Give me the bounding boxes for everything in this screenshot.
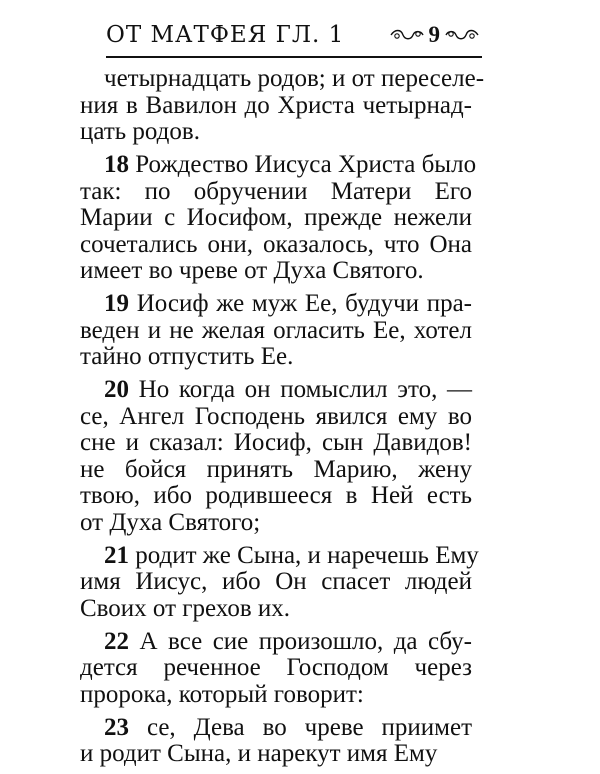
verse-paragraph	[80, 291, 472, 369]
text-line	[80, 629, 472, 654]
running-title: ОТ МАТФЕЯ ГЛ. 1	[106, 22, 345, 48]
line-text: А все сие произошло, да сбу-	[139, 627, 473, 655]
line-text: твою, ибо родившееся в Ней есть	[80, 482, 472, 509]
text-line	[80, 119, 472, 144]
line-text: тайно отпустить Ее.	[80, 343, 294, 370]
line-text: Но когда он помыслил это, —	[138, 376, 472, 403]
page-header	[106, 16, 482, 56]
text-line	[80, 258, 472, 283]
text-line	[80, 404, 472, 429]
text-line	[80, 682, 472, 707]
text-line	[80, 457, 472, 482]
line-text: Своих от грехов их.	[80, 594, 291, 622]
line-text: цать родов.	[80, 118, 200, 145]
line-text: не бойся принять Марию, жену	[80, 455, 472, 483]
scripture-text	[80, 65, 485, 774]
verse-number: 18	[104, 151, 129, 178]
text-line	[80, 344, 472, 369]
line-text: сочетались они, оказалось, что Она	[80, 230, 472, 258]
text-line	[80, 741, 472, 766]
header-rule	[106, 56, 482, 58]
text-line	[80, 179, 472, 204]
line-text: пророка, который говорит:	[80, 680, 364, 708]
verse-number: 22	[104, 627, 129, 655]
line-text: от Духа Святого;	[80, 508, 261, 536]
flourish-ornament-icon	[389, 27, 425, 43]
line-text: дется реченное Господом через	[80, 654, 472, 681]
text-line	[80, 541, 479, 569]
line-text: веден и не желая огласить Ее, хотел	[80, 316, 472, 344]
line-text: родит же Сына, и наречешь Ему	[135, 541, 479, 569]
text-line	[80, 291, 472, 316]
verse-number: 23	[104, 713, 129, 741]
line-text: имеет во чреве от Духа Святого.	[80, 257, 424, 284]
line-text: се, Ангел Господень явился ему во	[80, 402, 472, 430]
line-text: Марии с Иосифом, прежде нежели	[80, 204, 472, 231]
verse-number: 19	[104, 290, 129, 317]
flourish-ornament-icon	[444, 27, 480, 43]
text-line	[80, 377, 472, 402]
verse-paragraph	[80, 151, 477, 284]
line-text: Иосиф же муж Ее, будучи пра-	[136, 290, 473, 317]
verse-number: 20	[104, 376, 129, 403]
line-text: Рождество Иисуса Христа было	[135, 151, 477, 178]
text-line	[80, 151, 477, 178]
line-text: ния в Вавилон до Христа четырнад-	[80, 91, 472, 119]
verse-number: 21	[104, 541, 129, 569]
page-number: 9	[428, 22, 440, 47]
line-text: и родит Сына, и нарекут имя Ему	[80, 740, 438, 767]
verse-paragraph	[80, 629, 472, 707]
line-text: сне и сказал: Иосиф, сын Давидов!	[80, 429, 472, 456]
verse-paragraph	[80, 377, 472, 535]
text-line	[80, 205, 472, 230]
text-line	[80, 596, 472, 621]
text-line	[80, 483, 472, 508]
text-line	[80, 715, 472, 740]
text-line	[80, 93, 472, 118]
verse-paragraph	[80, 541, 479, 622]
line-text: имя Иисус, ибо Он спасет людей	[80, 568, 472, 595]
line-text: четырнадцать родов; и от переселе-	[104, 65, 485, 92]
text-line	[80, 569, 472, 594]
text-line	[80, 430, 472, 455]
page-number-group	[389, 22, 481, 48]
line-text: се, Дева во чреве приимет	[146, 713, 472, 741]
text-line	[80, 318, 472, 343]
text-line	[80, 232, 472, 257]
text-line	[80, 655, 472, 680]
line-text: так: по обручении Матери Его	[80, 177, 472, 205]
text-line	[80, 65, 485, 92]
verse-paragraph	[80, 65, 485, 145]
verse-paragraph	[80, 715, 472, 767]
text-line	[80, 510, 472, 535]
